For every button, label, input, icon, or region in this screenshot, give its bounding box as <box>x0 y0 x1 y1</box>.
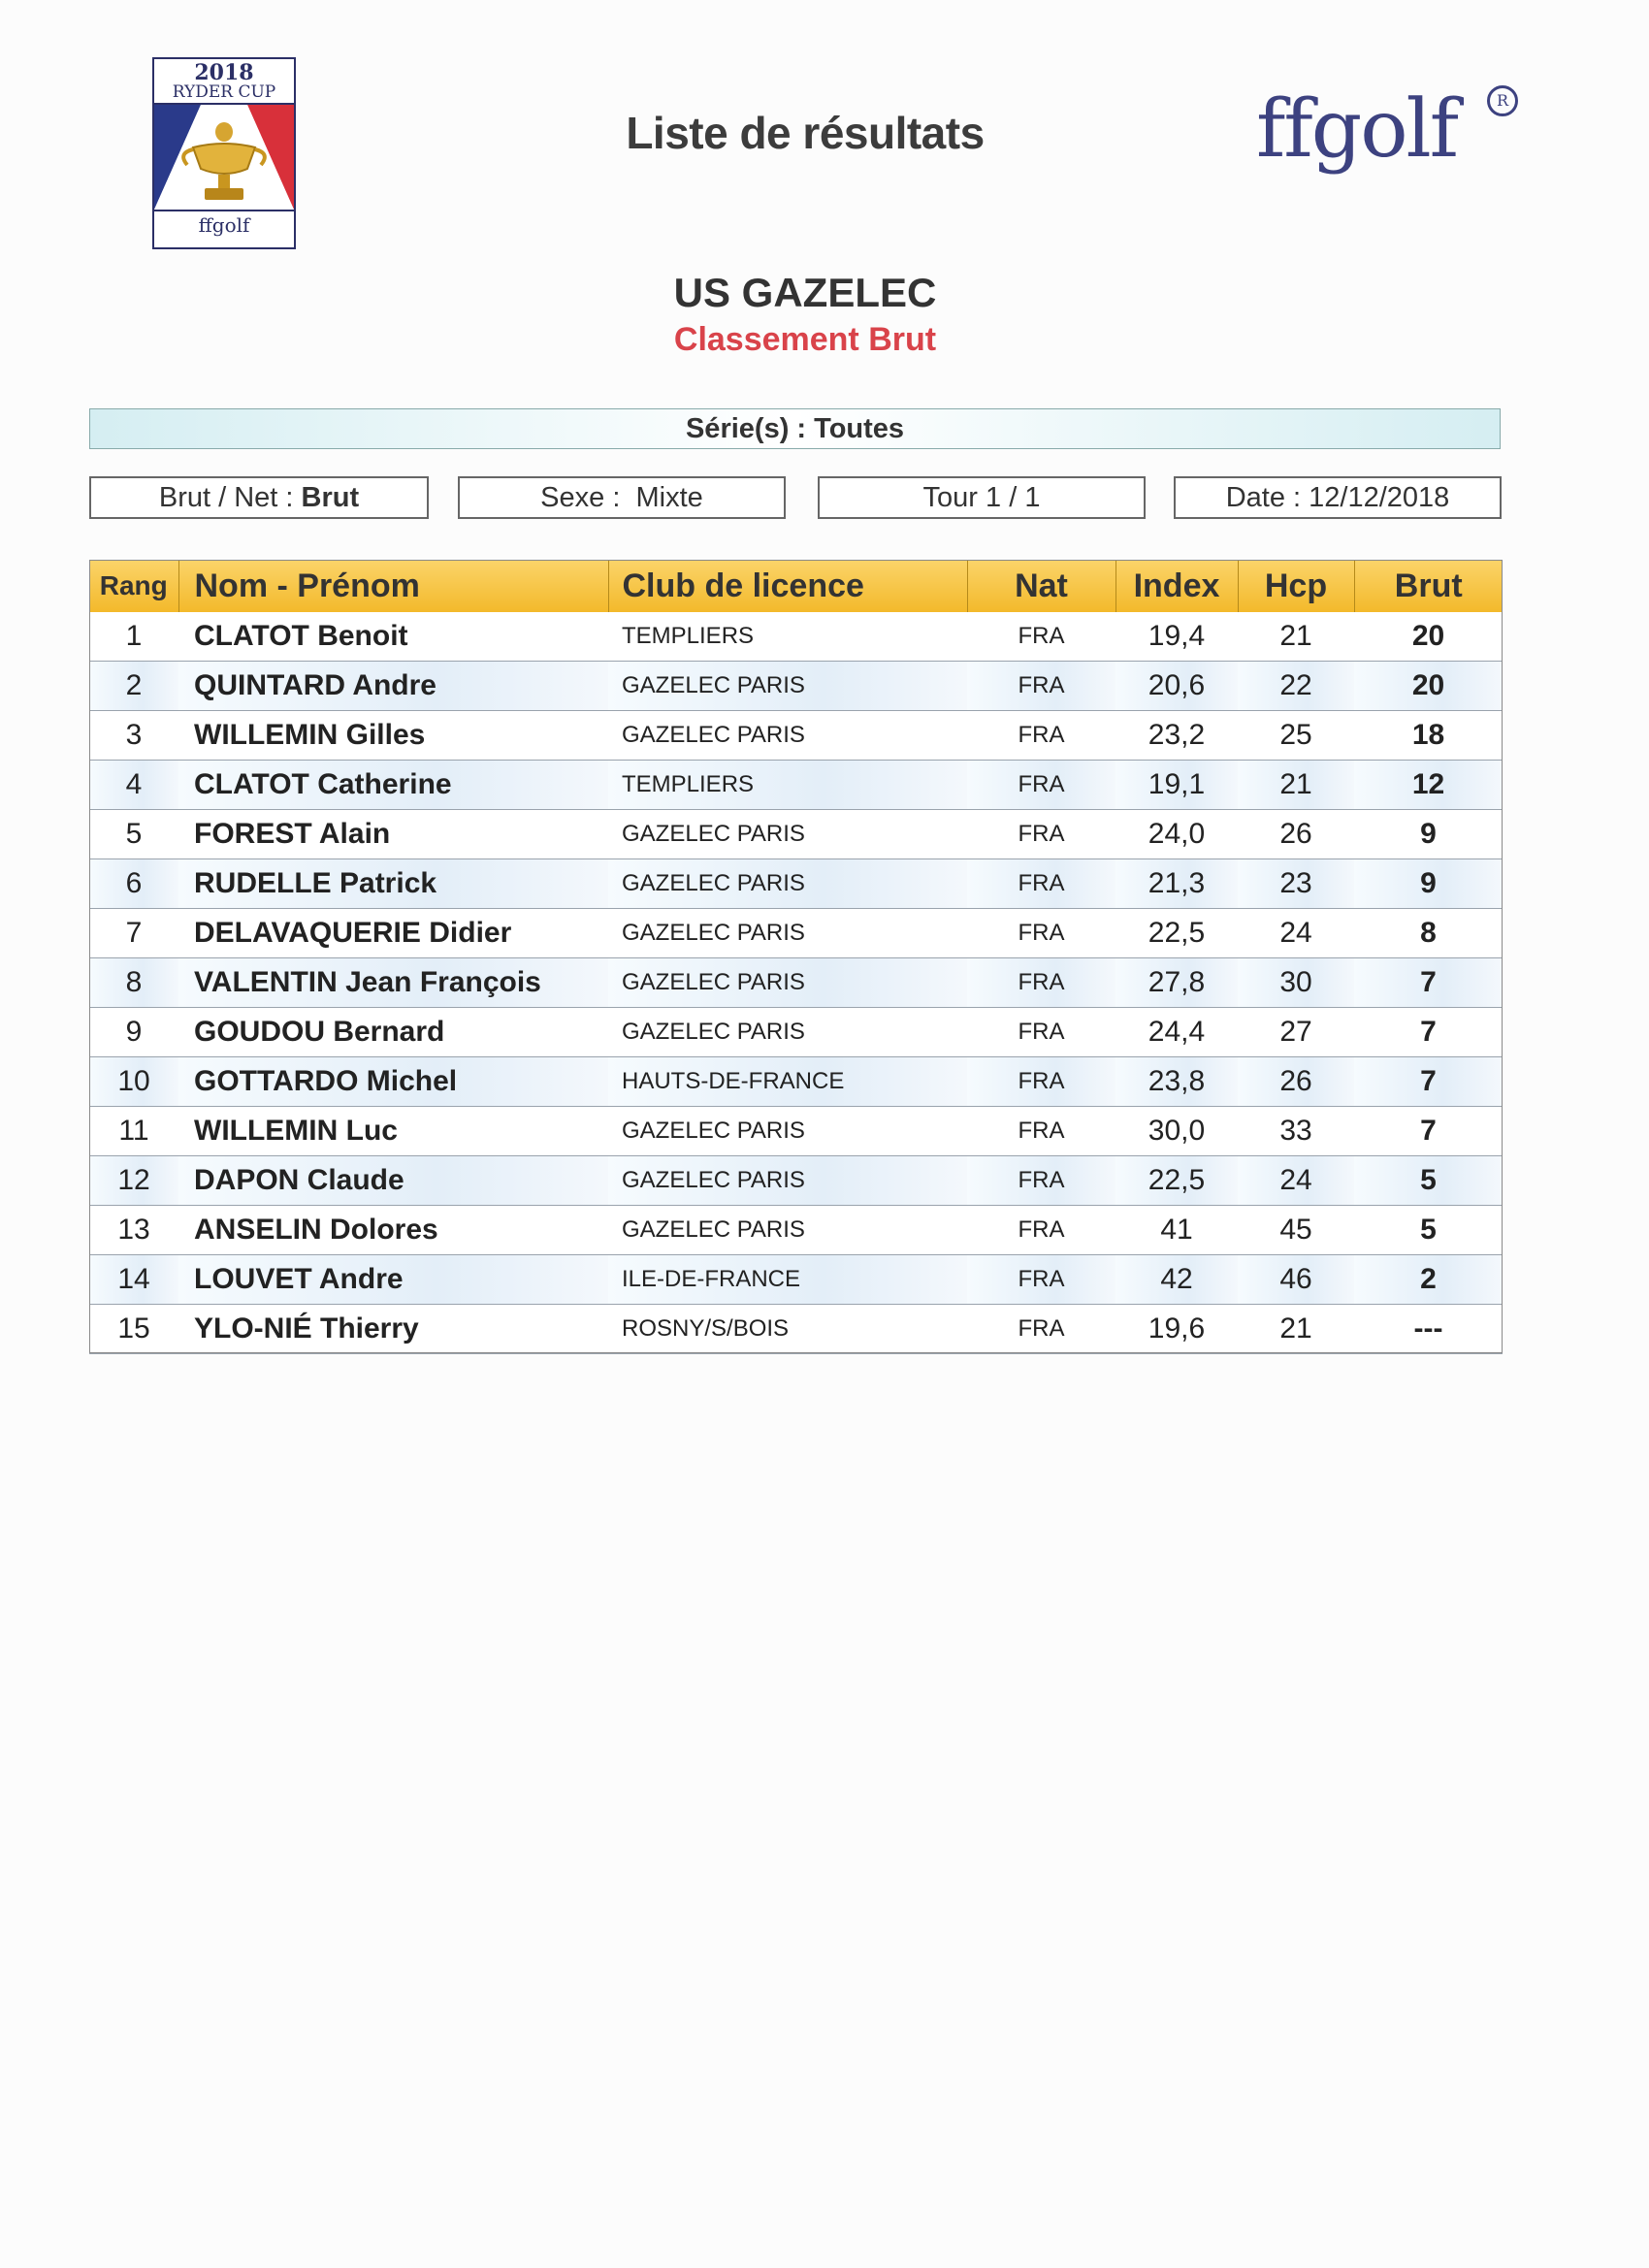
cell-rang: 15 <box>89 1305 178 1354</box>
results-body <box>89 612 1503 1354</box>
cell-index: 30,0 <box>1116 1107 1238 1156</box>
cell-hcp: 25 <box>1238 711 1354 761</box>
cell-rang: 12 <box>89 1156 178 1206</box>
cell-club: GAZELEC PARIS <box>608 1008 967 1057</box>
brut-net-value: Brut <box>301 482 360 513</box>
results-table <box>89 560 1503 1354</box>
cell-nat: FRA <box>967 1305 1116 1354</box>
cell-rang: 2 <box>89 662 178 711</box>
header-brut: Brut <box>1354 560 1503 612</box>
ryder-cup-logo <box>152 57 296 249</box>
header-club: Club de licence <box>608 560 967 612</box>
cell-rang: 7 <box>89 909 178 958</box>
cell-nat: FRA <box>967 761 1116 810</box>
header-hcp: Hcp <box>1238 560 1354 612</box>
table-row <box>89 1008 1503 1057</box>
table-row <box>89 1255 1503 1305</box>
sexe-label: Sexe : <box>540 482 621 513</box>
cell-hcp: 21 <box>1238 1305 1354 1354</box>
cell-index: 22,5 <box>1116 909 1238 958</box>
cell-rang: 9 <box>89 1008 178 1057</box>
ffgolf-logo-text: ffgolf <box>1256 83 1458 176</box>
cell-nat: FRA <box>967 612 1116 662</box>
table-row <box>89 662 1503 711</box>
logo-brand: ffgolf <box>154 210 294 236</box>
table-row <box>89 612 1503 662</box>
cell-brut: 20 <box>1354 662 1503 711</box>
cell-club: GAZELEC PARIS <box>608 958 967 1008</box>
cell-club: TEMPLIERS <box>608 612 967 662</box>
cell-club: GAZELEC PARIS <box>608 1107 967 1156</box>
cell-brut: 7 <box>1354 1008 1503 1057</box>
cell-hcp: 26 <box>1238 1057 1354 1107</box>
cell-hcp: 26 <box>1238 810 1354 859</box>
cell-club: TEMPLIERS <box>608 761 967 810</box>
sexe-value: Mixte <box>635 482 703 513</box>
header-rang: Rang <box>89 560 178 612</box>
cell-index: 42 <box>1116 1255 1238 1305</box>
cell-index: 19,4 <box>1116 612 1238 662</box>
series-bar: Série(s) : Toutes <box>89 408 1501 449</box>
tour-box <box>818 476 1146 519</box>
cell-hcp: 24 <box>1238 1156 1354 1206</box>
cell-index: 21,3 <box>1116 859 1238 909</box>
cell-index: 19,6 <box>1116 1305 1238 1354</box>
date-box <box>1174 476 1502 519</box>
cell-nat: FRA <box>967 1156 1116 1206</box>
cell-rang: 3 <box>89 711 178 761</box>
cell-index: 19,1 <box>1116 761 1238 810</box>
cell-club: GAZELEC PARIS <box>608 909 967 958</box>
cell-brut: --- <box>1354 1305 1503 1354</box>
sexe-box <box>458 476 786 519</box>
cell-brut: 18 <box>1354 711 1503 761</box>
cell-nat: FRA <box>967 1255 1116 1305</box>
table-row <box>89 909 1503 958</box>
cell-hcp: 23 <box>1238 859 1354 909</box>
cell-nom: ANSELIN Dolores <box>178 1206 608 1255</box>
cell-rang: 6 <box>89 859 178 909</box>
cell-club: HAUTS-DE-FRANCE <box>608 1057 967 1107</box>
cell-index: 41 <box>1116 1206 1238 1255</box>
cell-nom: CLATOT Benoit <box>178 612 608 662</box>
cell-index: 20,6 <box>1116 662 1238 711</box>
cell-nom: DELAVAQUERIE Didier <box>178 909 608 958</box>
cell-nat: FRA <box>967 662 1116 711</box>
trophy-icon <box>154 105 294 210</box>
cell-hcp: 22 <box>1238 662 1354 711</box>
cell-club: GAZELEC PARIS <box>608 859 967 909</box>
cell-nom: CLATOT Catherine <box>178 761 608 810</box>
table-row <box>89 958 1503 1008</box>
logo-name: RYDER CUP <box>154 83 294 105</box>
cell-nat: FRA <box>967 1008 1116 1057</box>
cell-nom: GOTTARDO Michel <box>178 1057 608 1107</box>
header-nat: Nat <box>967 560 1116 612</box>
cell-rang: 14 <box>89 1255 178 1305</box>
cell-brut: 9 <box>1354 810 1503 859</box>
table-row <box>89 1305 1503 1354</box>
cell-index: 22,5 <box>1116 1156 1238 1206</box>
cell-club: GAZELEC PARIS <box>608 1156 967 1206</box>
cell-index: 24,0 <box>1116 810 1238 859</box>
cell-brut: 7 <box>1354 1107 1503 1156</box>
table-row <box>89 859 1503 909</box>
cell-rang: 13 <box>89 1206 178 1255</box>
cell-nom: LOUVET Andre <box>178 1255 608 1305</box>
cell-index: 24,4 <box>1116 1008 1238 1057</box>
cell-hcp: 24 <box>1238 909 1354 958</box>
cell-nat: FRA <box>967 909 1116 958</box>
cell-brut: 7 <box>1354 1057 1503 1107</box>
cell-brut: 12 <box>1354 761 1503 810</box>
cell-nom: YLO-NIÉ Thierry <box>178 1305 608 1354</box>
table-row <box>89 761 1503 810</box>
cell-nat: FRA <box>967 1206 1116 1255</box>
ffgolf-logo <box>1256 83 1509 176</box>
cell-club: ROSNY/S/BOIS <box>608 1305 967 1354</box>
cell-club: ILE-DE-FRANCE <box>608 1255 967 1305</box>
cell-index: 27,8 <box>1116 958 1238 1008</box>
classement-subtitle: Classement Brut <box>673 321 937 358</box>
cell-nom: WILLEMIN Luc <box>178 1107 608 1156</box>
logo-year: 2018 <box>194 60 254 85</box>
table-header-row <box>89 560 1503 612</box>
cell-nat: FRA <box>967 958 1116 1008</box>
cell-brut: 5 <box>1354 1206 1503 1255</box>
tour-value: Tour 1 / 1 <box>922 482 1041 513</box>
brut-net-box <box>89 476 429 519</box>
cell-index: 23,8 <box>1116 1057 1238 1107</box>
cell-hcp: 21 <box>1238 761 1354 810</box>
cell-rang: 5 <box>89 810 178 859</box>
cell-nom: QUINTARD Andre <box>178 662 608 711</box>
cell-nat: FRA <box>967 1107 1116 1156</box>
cell-nat: FRA <box>967 1057 1116 1107</box>
cell-hcp: 45 <box>1238 1206 1354 1255</box>
header-index: Index <box>1116 560 1238 612</box>
table-row <box>89 810 1503 859</box>
cell-nom: WILLEMIN Gilles <box>178 711 608 761</box>
table-row <box>89 1107 1503 1156</box>
club-title: US GAZELEC <box>673 270 937 315</box>
cell-brut: 5 <box>1354 1156 1503 1206</box>
cell-brut: 8 <box>1354 909 1503 958</box>
document-title: Liste de résultats <box>626 108 985 158</box>
cell-brut: 7 <box>1354 958 1503 1008</box>
cell-hcp: 21 <box>1238 612 1354 662</box>
cell-brut: 20 <box>1354 612 1503 662</box>
cell-club: GAZELEC PARIS <box>608 810 967 859</box>
cell-rang: 8 <box>89 958 178 1008</box>
brut-net-label: Brut / Net : <box>158 482 294 513</box>
cell-rang: 10 <box>89 1057 178 1107</box>
cell-nat: FRA <box>967 859 1116 909</box>
table-row <box>89 1057 1503 1107</box>
cell-nom: VALENTIN Jean François <box>178 958 608 1008</box>
cell-nom: DAPON Claude <box>178 1156 608 1206</box>
cell-hcp: 33 <box>1238 1107 1354 1156</box>
cell-club: GAZELEC PARIS <box>608 711 967 761</box>
cell-rang: 1 <box>89 612 178 662</box>
cell-club: GAZELEC PARIS <box>608 1206 967 1255</box>
cell-brut: 9 <box>1354 859 1503 909</box>
table-row <box>89 1206 1503 1255</box>
cell-nom: RUDELLE Patrick <box>178 859 608 909</box>
cell-brut: 2 <box>1354 1255 1503 1305</box>
cell-nom: FOREST Alain <box>178 810 608 859</box>
table-row <box>89 711 1503 761</box>
cell-nom: GOUDOU Bernard <box>178 1008 608 1057</box>
cell-rang: 11 <box>89 1107 178 1156</box>
date-value: Date : 12/12/2018 <box>1225 482 1450 513</box>
cell-hcp: 30 <box>1238 958 1354 1008</box>
cell-rang: 4 <box>89 761 178 810</box>
cell-hcp: 27 <box>1238 1008 1354 1057</box>
cell-club: GAZELEC PARIS <box>608 662 967 711</box>
cell-nat: FRA <box>967 810 1116 859</box>
registered-icon: R <box>1487 85 1518 116</box>
cell-hcp: 46 <box>1238 1255 1354 1305</box>
cell-nat: FRA <box>967 711 1116 761</box>
header-nom: Nom - Prénom <box>178 560 608 612</box>
table-row <box>89 1156 1503 1206</box>
cell-index: 23,2 <box>1116 711 1238 761</box>
